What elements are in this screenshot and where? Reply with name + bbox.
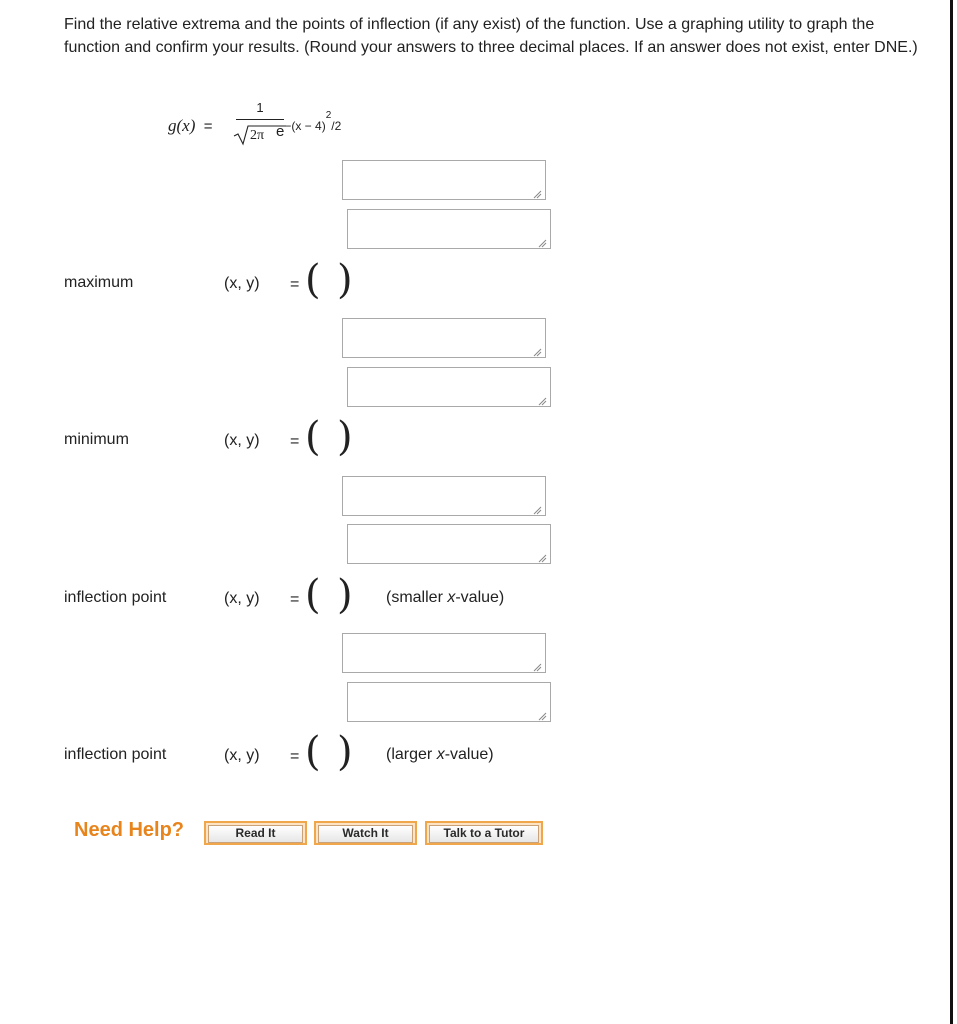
note-prefix: (larger bbox=[386, 746, 437, 763]
inflection-smaller-note bbox=[386, 589, 504, 607]
watch-it-label: Watch It bbox=[318, 825, 413, 843]
inflection-smaller-x-input[interactable] bbox=[342, 476, 546, 516]
inflection-larger-note bbox=[386, 746, 494, 764]
formula-exponent-body: −(x − 4) bbox=[284, 119, 326, 133]
inflection-larger-close-paren: ) bbox=[337, 729, 353, 775]
minimum-close-paren: ) bbox=[337, 414, 353, 460]
minimum-xy-label: (x, y) bbox=[224, 432, 260, 449]
inflection-smaller-y-input[interactable] bbox=[347, 524, 551, 564]
inflection-smaller-equals: = bbox=[290, 591, 300, 608]
maximum-label: maximum bbox=[64, 274, 134, 291]
minimum-open-paren: ( bbox=[305, 414, 321, 460]
note-suffix: -value) bbox=[455, 589, 505, 606]
note-prefix: (smaller bbox=[386, 589, 448, 606]
note-suffix: -value) bbox=[444, 746, 494, 763]
formula-exponent-tail: /2 bbox=[331, 119, 342, 133]
talk-to-tutor-label: Talk to a Tutor bbox=[429, 825, 539, 843]
formula-numerator: 1 bbox=[256, 100, 264, 115]
inflection-smaller-label: inflection point bbox=[64, 589, 167, 606]
read-it-label: Read It bbox=[208, 825, 303, 843]
inflection-larger-x-input[interactable] bbox=[342, 633, 546, 673]
talk-to-tutor-button[interactable] bbox=[425, 821, 543, 845]
formula-lhs bbox=[168, 116, 212, 136]
read-it-button[interactable] bbox=[204, 821, 307, 845]
inflection-larger-xy-label: (x, y) bbox=[224, 747, 260, 764]
formula-exponent-power: 2 bbox=[325, 110, 332, 121]
inflection-smaller-open-paren: ( bbox=[305, 572, 321, 618]
maximum-open-paren: ( bbox=[305, 257, 321, 303]
minimum-equals: = bbox=[290, 433, 300, 450]
inflection-smaller-xy-label: (x, y) bbox=[224, 590, 260, 607]
formula-exponential bbox=[276, 110, 341, 140]
maximum-x-input[interactable] bbox=[342, 160, 546, 200]
right-edge-rule bbox=[950, 0, 953, 1024]
watch-it-button[interactable] bbox=[314, 821, 417, 845]
inflection-larger-open-paren: ( bbox=[305, 729, 321, 775]
maximum-close-paren: ) bbox=[337, 257, 353, 303]
maximum-equals: = bbox=[290, 276, 300, 293]
minimum-x-input[interactable] bbox=[342, 318, 546, 358]
inflection-smaller-close-paren: ) bbox=[337, 572, 353, 618]
maximum-y-input[interactable] bbox=[347, 209, 551, 249]
inflection-larger-label: inflection point bbox=[64, 746, 167, 763]
inflection-larger-y-input[interactable] bbox=[347, 682, 551, 722]
need-help-heading: Need Help? bbox=[74, 819, 185, 841]
question-prompt: Find the relative extrema and the points of inflection (if any exist) of the function. Use a graphing utility to graph the function and confirm your results. (Round your answers to three decimal places. If an answer does not exist, enter DNE.) bbox=[64, 16, 918, 56]
formula-denominator-text: 2π bbox=[250, 128, 265, 143]
formula-function-name: g(x) bbox=[168, 116, 196, 135]
maximum-xy-label: (x, y) bbox=[224, 275, 260, 292]
minimum-label: minimum bbox=[64, 431, 129, 448]
note-italic-x: x bbox=[436, 746, 445, 763]
inflection-larger-equals: = bbox=[290, 748, 300, 765]
formula-exp-base: e bbox=[276, 123, 285, 140]
formula-equals: = bbox=[203, 118, 213, 135]
minimum-y-input[interactable] bbox=[347, 367, 551, 407]
formula-exponent bbox=[284, 110, 342, 133]
note-italic-x: x bbox=[447, 589, 456, 606]
